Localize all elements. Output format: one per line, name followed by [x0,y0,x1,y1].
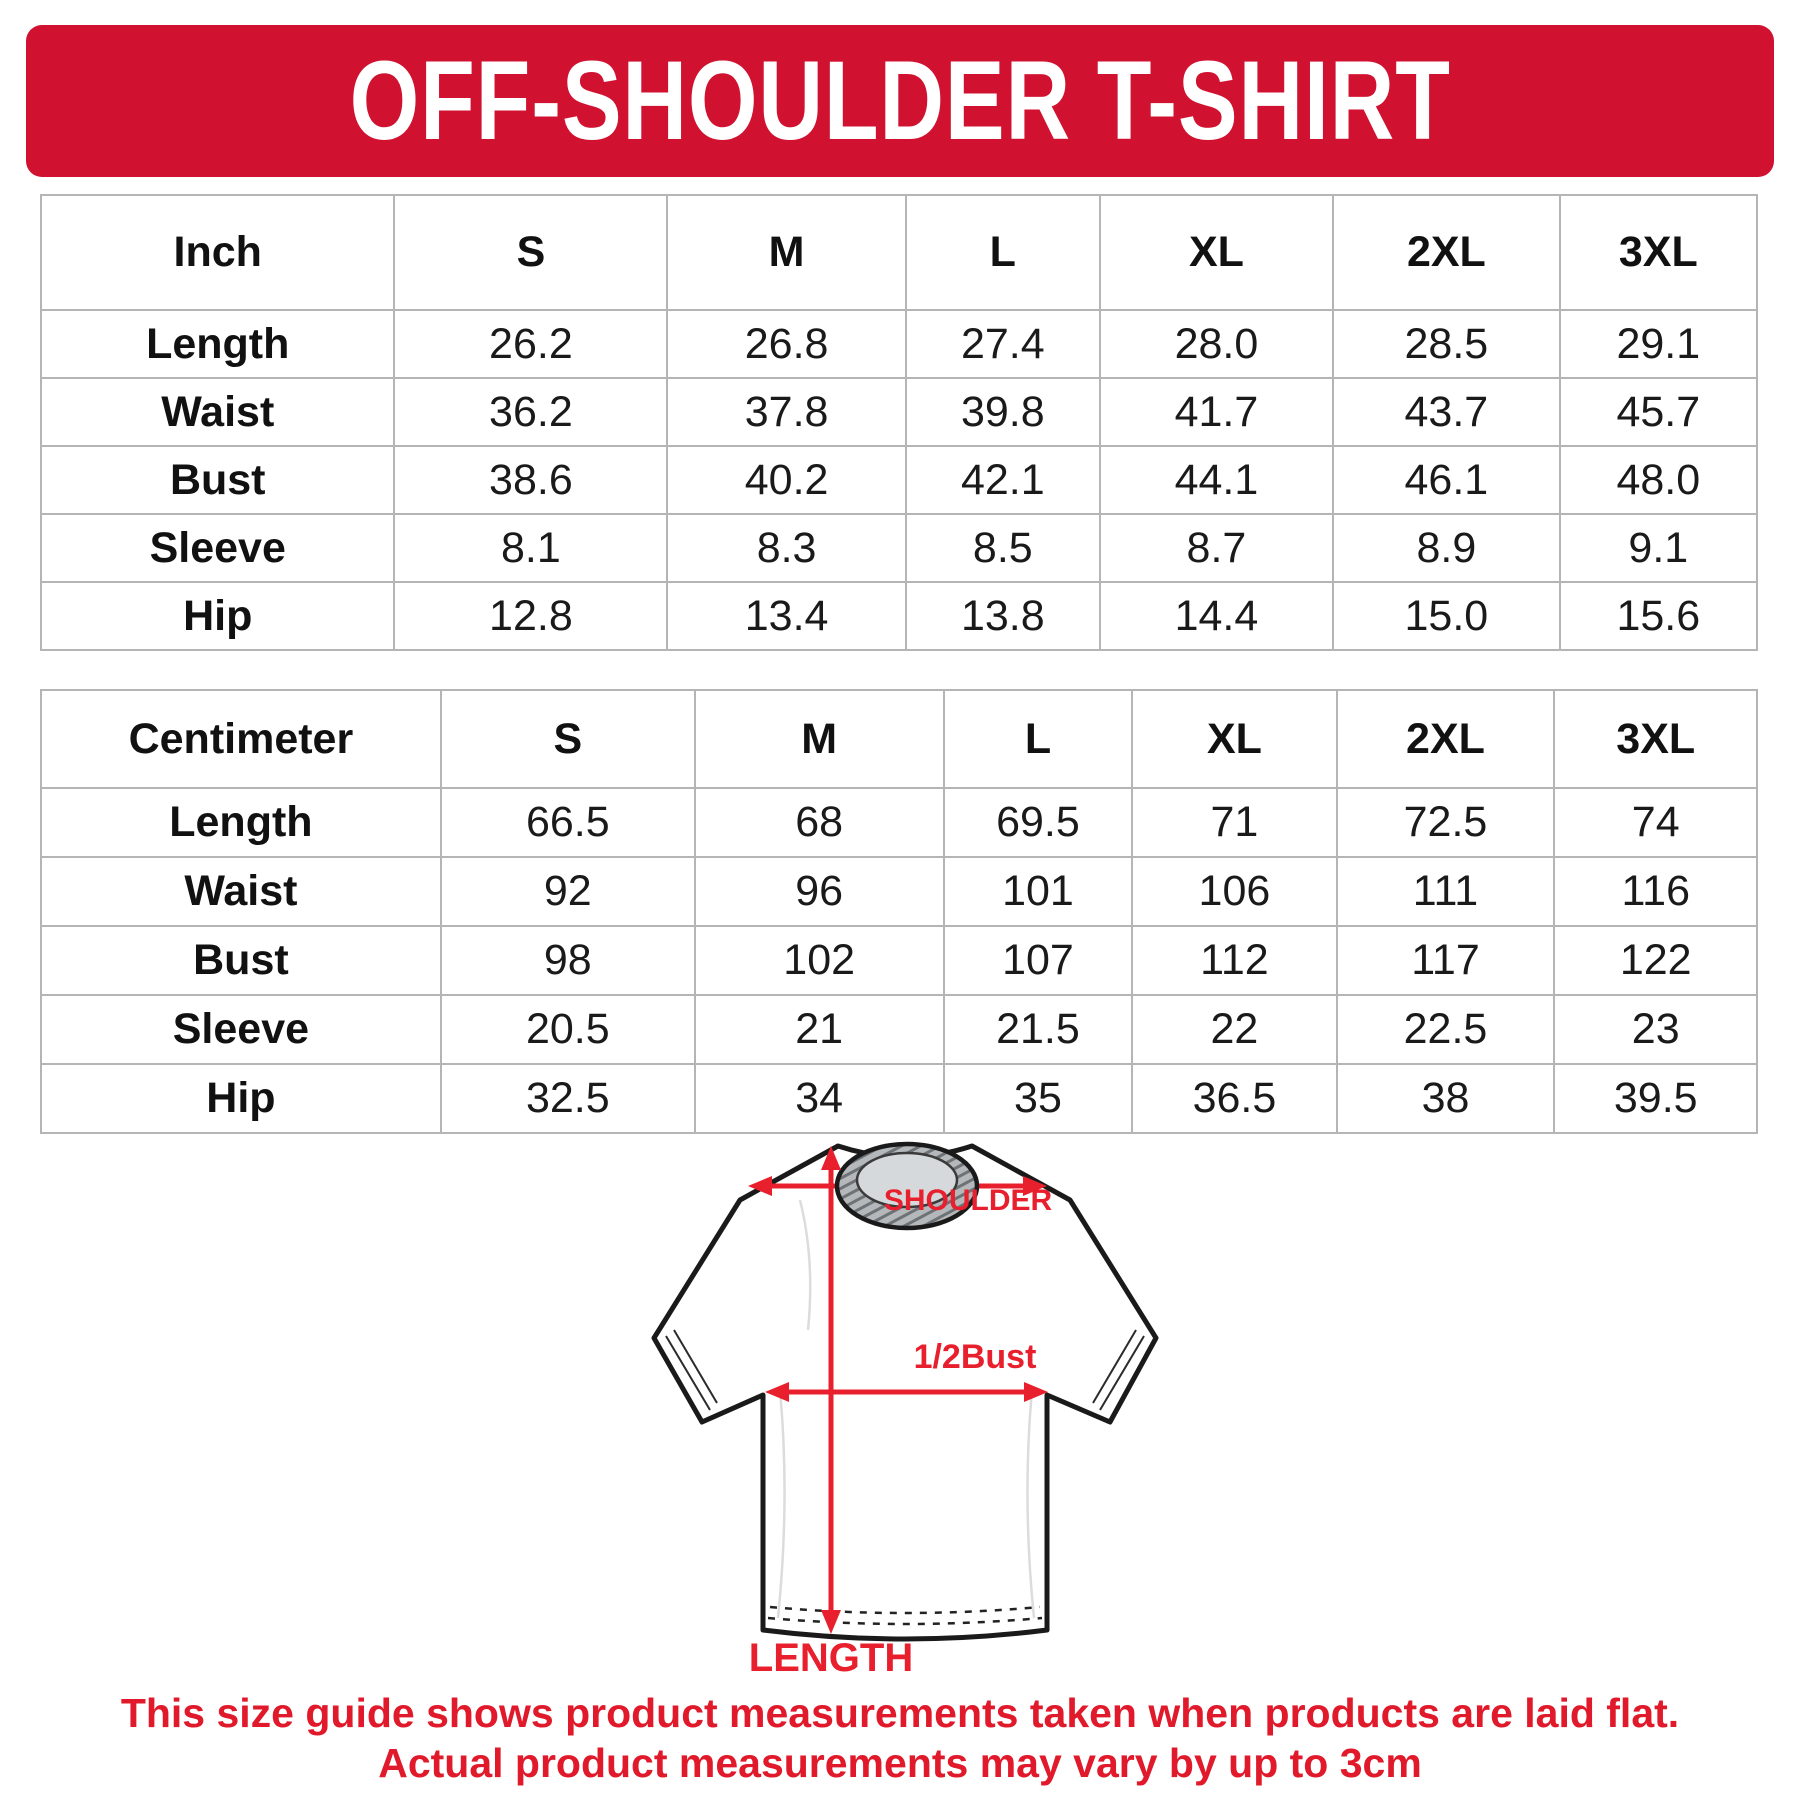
measure-value: 35 [944,1064,1133,1133]
measure-value: 117 [1337,926,1555,995]
measure-label: Waist [41,378,394,446]
table-row [41,788,1757,857]
measure-label: Length [41,310,394,378]
measure-value: 44.1 [1100,446,1333,514]
measure-value: 48.0 [1560,446,1757,514]
measure-label: Sleeve [41,995,441,1064]
measure-label: Bust [41,926,441,995]
table-row [41,857,1757,926]
measure-value: 36.5 [1132,1064,1336,1133]
measure-value: 32.5 [441,1064,695,1133]
measure-value: 8.9 [1333,514,1560,582]
hem-stitch-line-top [770,1607,1040,1613]
footer-note [0,1688,1800,1788]
measure-value: 38 [1337,1064,1555,1133]
measure-value: 8.7 [1100,514,1333,582]
size-header: M [667,195,906,310]
size-header: M [695,690,944,788]
half-bust-label: 1/2Bust [913,1338,1037,1376]
measure-value: 122 [1554,926,1757,995]
measure-value: 112 [1132,926,1336,995]
tshirt-diagram-svg [640,1140,1180,1700]
measure-value: 43.7 [1333,378,1560,446]
measure-value: 39.5 [1554,1064,1757,1133]
size-header: XL [1100,195,1333,310]
measure-value: 41.7 [1100,378,1333,446]
size-table-centimeter [40,689,1758,1134]
measure-label: Hip [41,582,394,650]
page-title: OFF-SHOULDER T-SHIRT [349,38,1451,163]
measure-value: 102 [695,926,944,995]
measure-label: Hip [41,1064,441,1133]
measure-value: 38.6 [394,446,667,514]
measure-value: 23 [1554,995,1757,1064]
measure-value: 21 [695,995,944,1064]
measure-value: 74 [1554,788,1757,857]
measure-value: 8.1 [394,514,667,582]
measure-value: 66.5 [441,788,695,857]
header-row [41,690,1757,788]
half-bust-arrow [765,1382,1048,1402]
measure-value: 40.2 [667,446,906,514]
measure-value: 9.1 [1560,514,1757,582]
header-row [41,195,1757,310]
size-header: S [441,690,695,788]
measure-value: 107 [944,926,1133,995]
measure-value: 22.5 [1337,995,1555,1064]
size-header: 3XL [1560,195,1757,310]
measure-value: 39.8 [906,378,1100,446]
measure-value: 98 [441,926,695,995]
table-row [41,446,1757,514]
table-row [41,582,1757,650]
measure-value: 8.3 [667,514,906,582]
footer-note-line2: Actual product measurements may vary by up to 3cm [378,1740,1422,1786]
measure-value: 13.8 [906,582,1100,650]
measure-value: 20.5 [441,995,695,1064]
length-label: LENGTH [748,1636,914,1680]
fabric-crease-left [778,1390,785,1618]
size-header: L [944,690,1133,788]
measure-value: 26.8 [667,310,906,378]
size-header: 2XL [1333,195,1560,310]
measure-value: 14.4 [1100,582,1333,650]
size-header: XL [1132,690,1336,788]
size-header: 3XL [1554,690,1757,788]
measure-value: 42.1 [906,446,1100,514]
title-banner [26,25,1774,177]
unit-header: Centimeter [41,690,441,788]
table-row [41,378,1757,446]
table-row [41,926,1757,995]
measure-value: 46.1 [1333,446,1560,514]
size-table-inch [40,194,1758,651]
measure-value: 45.7 [1560,378,1757,446]
table-row [41,995,1757,1064]
unit-header: Inch [41,195,394,310]
table-row [41,514,1757,582]
measure-label: Waist [41,857,441,926]
hem-stitch-line-bottom [768,1618,1042,1624]
measure-value: 111 [1337,857,1555,926]
measure-value: 12.8 [394,582,667,650]
measure-value: 106 [1132,857,1336,926]
measure-value: 36.2 [394,378,667,446]
measure-value: 28.5 [1333,310,1560,378]
footer-note-line1: This size guide shows product measurements taken when products are laid flat. [120,1690,1680,1736]
tshirt-measurement-diagram [640,1140,1180,1700]
measure-value: 71 [1132,788,1336,857]
measure-value: 68 [695,788,944,857]
measure-value: 27.4 [906,310,1100,378]
measure-value: 8.5 [906,514,1100,582]
measure-value: 15.6 [1560,582,1757,650]
measure-value: 101 [944,857,1133,926]
measure-value: 29.1 [1560,310,1757,378]
fabric-crease-right [1027,1390,1034,1618]
table-row [41,1064,1757,1133]
fabric-crease-shoulder [800,1200,810,1330]
measure-value: 21.5 [944,995,1133,1064]
measure-value: 34 [695,1064,944,1133]
measure-value: 116 [1554,857,1757,926]
measure-value: 92 [441,857,695,926]
size-header: S [394,195,667,310]
measure-value: 28.0 [1100,310,1333,378]
measure-value: 37.8 [667,378,906,446]
measure-value: 72.5 [1337,788,1555,857]
measure-value: 22 [1132,995,1336,1064]
measure-value: 96 [695,857,944,926]
measure-label: Length [41,788,441,857]
measure-value: 15.0 [1333,582,1560,650]
measure-label: Sleeve [41,514,394,582]
measure-value: 69.5 [944,788,1133,857]
table-row [41,310,1757,378]
size-header: 2XL [1337,690,1555,788]
size-header: L [906,195,1100,310]
measure-value: 26.2 [394,310,667,378]
measure-label: Bust [41,446,394,514]
shoulder-label: SHOULDER [883,1184,1053,1217]
measure-value: 13.4 [667,582,906,650]
